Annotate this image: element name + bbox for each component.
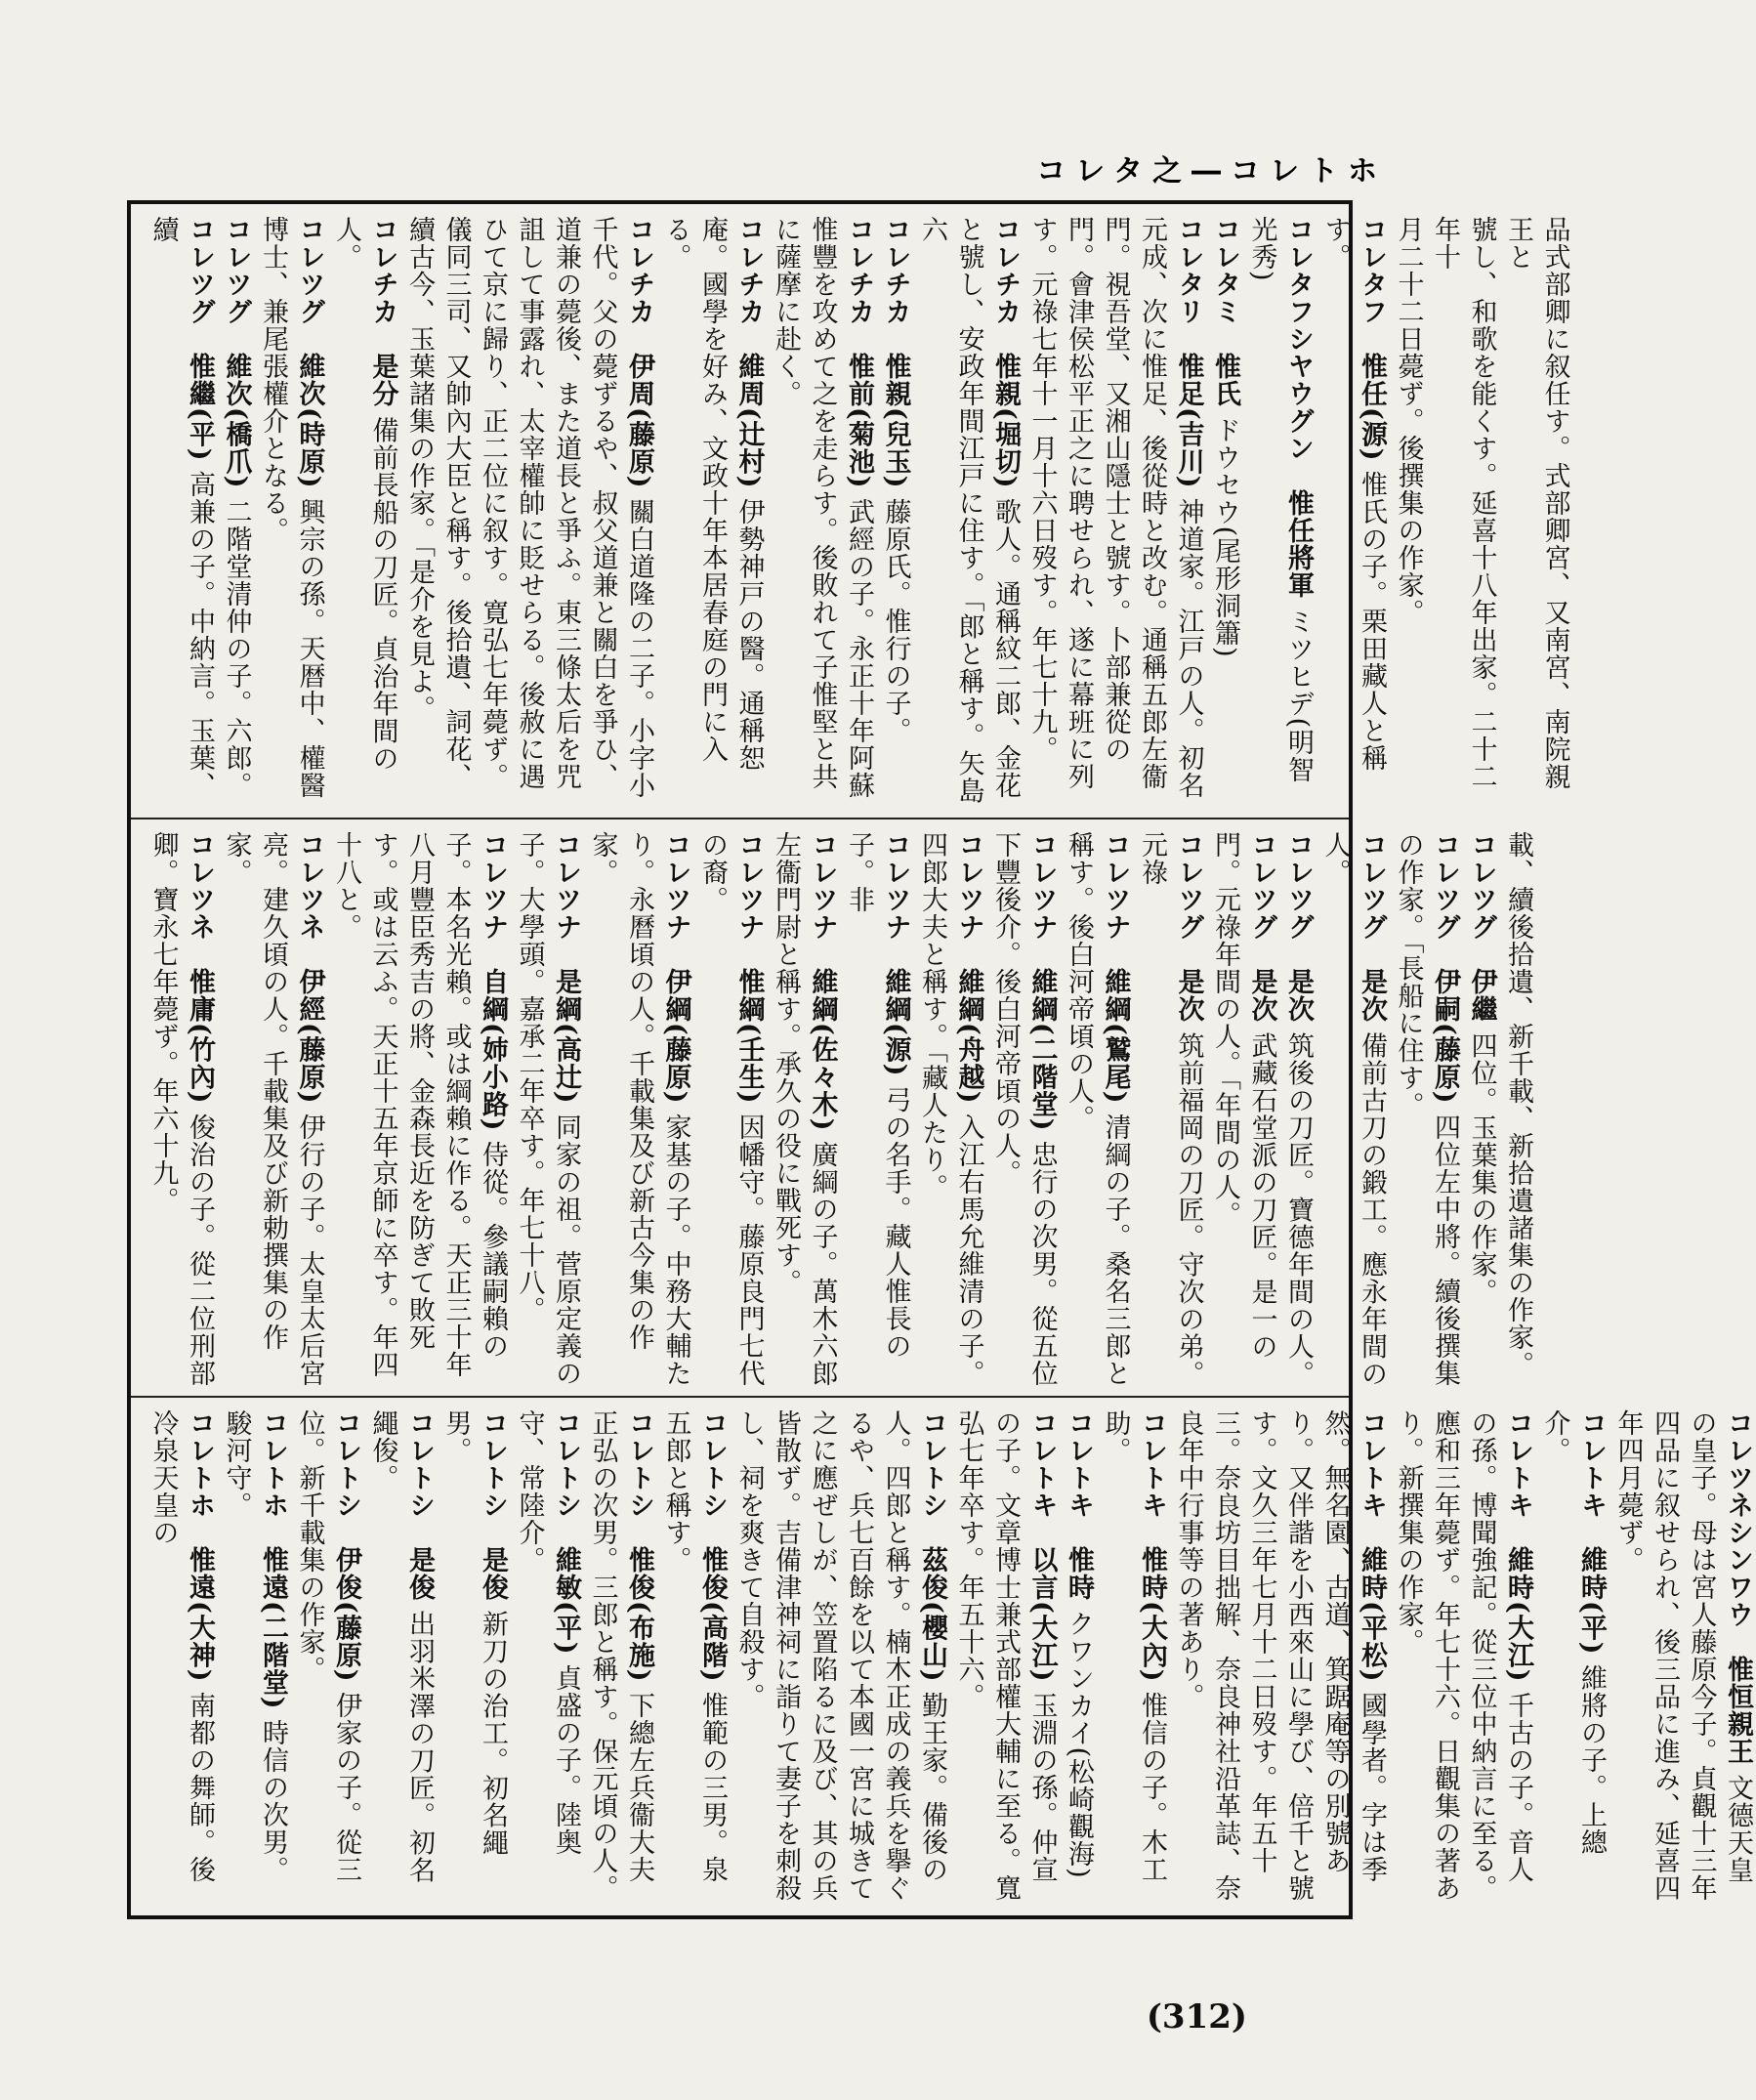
entry-name: 維綱(二階堂) — [1026, 968, 1058, 1132]
entry-description: 入江右馬允維清の子。四郎大夫と稱す。「藏人たり。 — [917, 831, 984, 1388]
entry-description: 俊治の子。從二位刑部卿。寶永七年薨ず。年六十九。 — [147, 831, 215, 1388]
entry-name: 惟綱(壬生) — [733, 968, 765, 1105]
entry-name: 維次(橋爪) — [221, 353, 252, 489]
entry-name: 是次 — [1357, 968, 1387, 1023]
entry-description: 伊行の子。太皇太后宮亮。建久頃の人。千載集及び新勅撰集の作家。 — [221, 831, 325, 1388]
entry-description: 品式部卿に叙任す。式部卿宮、又南宮、南院親王と — [1503, 216, 1570, 790]
running-head: コレタ之―コレトホ — [1036, 154, 1387, 189]
entry-name: 惟俊(布施) — [624, 1546, 654, 1683]
entry-description: 下總左兵衞大夫正弘の次男。三郎と稱す。保元頃の人。 — [587, 1409, 654, 1902]
entry-description: 歌人。通稱紋二郎、金花と號し、安政年間江戸に住す。「郎と稱す。矢島六 — [917, 216, 1021, 805]
dictionary-entry — [218, 831, 328, 1388]
entry-headword: コレトシ — [404, 1409, 435, 1519]
entry-description: 號し、和歌を能くす。延喜十八年出家。二十二年十 — [1430, 216, 1497, 790]
dictionary-entry — [364, 1409, 438, 1908]
entry-name: 維時(平) — [1576, 1546, 1607, 1656]
entry-name: 維次(時原) — [294, 353, 325, 489]
entry-description: 二階堂清仲の子。六郎。 — [221, 498, 252, 800]
entry-headword: コレチカ — [844, 216, 874, 325]
tier-bottom — [131, 1396, 1753, 1915]
entry-headword: コレツグ — [1246, 831, 1277, 941]
dictionary-entry — [1280, 831, 1317, 1388]
entry-description: 四位左中將。續後撰集の作家。「長船に住す。 — [1393, 831, 1460, 1388]
entry-headword: コレタリ — [1173, 216, 1204, 325]
dictionary-entry — [1061, 831, 1134, 1388]
entry-description: ミツヒデ(明智光秀) — [1246, 216, 1314, 784]
dictionary-entry — [1390, 1409, 1536, 1908]
dictionary-entry — [145, 216, 218, 810]
entry-name: 是次 — [1173, 968, 1204, 1023]
entry-headword: コレトキ — [1064, 1409, 1094, 1519]
dictionary-entry — [1390, 216, 1427, 810]
entry-name: 惟氏 — [1210, 353, 1240, 407]
entry-description: 伊勢神戸の醫。通稱恕庵。國學を好み、文政十年本居春庭の門に入る。 — [660, 216, 765, 773]
dictionary-entry — [1390, 831, 1463, 1388]
entry-name: 惟親(兒玉) — [880, 353, 911, 489]
entry-name: 惟任將軍 — [1283, 489, 1314, 599]
entry-name: 惟前(菊池) — [844, 353, 874, 489]
dictionary-entry — [218, 1409, 291, 1908]
dictionary-entry — [950, 1409, 1061, 1908]
entry-description: 惟範の三男。泉五郎と稱す。 — [660, 1409, 728, 1884]
entry-name: 伊繼 — [1466, 968, 1497, 1023]
dictionary-entry — [1024, 216, 1207, 810]
entry-description: 興宗の孫。天暦中、權醫博士、兼尾張權介となる。 — [258, 216, 325, 800]
dictionary-entry — [584, 1409, 657, 1908]
dictionary-entry — [1463, 831, 1500, 1388]
entry-description: 武藏石堂派の刀匠。是一の門。元祿年間の人。「年間の人。 — [1210, 831, 1277, 1361]
entry-name: 惟恒親王 — [1723, 1656, 1753, 1765]
entry-name: 維周(辻村) — [733, 353, 765, 489]
dictionary-entry — [1134, 831, 1207, 1388]
dictionary-entry — [987, 831, 1061, 1388]
dictionary-entry — [291, 1409, 364, 1908]
dictionary-entry — [1500, 831, 1537, 1388]
entry-headword: コレトシ — [697, 1409, 728, 1519]
entry-description: 出羽米澤の刀匠。初名繩俊。 — [367, 1409, 435, 1884]
dictionary-entry — [1317, 216, 1390, 810]
dictionary-entry — [914, 831, 987, 1388]
entry-headword: コレトシ — [917, 1409, 947, 1519]
entry-description: 弓の名手。藏人惟長の子。非 — [844, 831, 911, 1361]
entry-headword: コレトキ — [1503, 1409, 1533, 1519]
entry-name: 惟繼(平) — [185, 353, 215, 462]
dictionary-entry — [877, 216, 914, 810]
entry-headword: コレタフ — [1357, 216, 1387, 325]
dictionary-entry — [1170, 1409, 1390, 1908]
entry-description: 惟信の子。木工助。 — [1100, 1409, 1167, 1884]
entry-headword: コレツナ — [880, 831, 911, 941]
dictionary-entry — [1536, 1409, 1610, 1908]
dictionary-entry — [438, 1409, 511, 1908]
entry-headword: コレツグ — [1357, 831, 1387, 941]
entry-headword: コレトシ — [478, 1409, 508, 1519]
dictionary-entry — [401, 216, 658, 810]
entry-headword: コレツナ — [1026, 831, 1058, 941]
entry-headword: コレツナ — [1100, 831, 1131, 941]
entry-headword: コレチカ — [880, 216, 911, 325]
entry-description: 月二十二日薨ず。後撰集の作家。 — [1393, 216, 1424, 626]
dictionary-entry — [511, 831, 584, 1388]
entry-headword: コレツネ — [294, 831, 325, 941]
entry-headword: コレタミ — [1210, 216, 1240, 325]
entry-headword: コレトキ — [1026, 1409, 1058, 1519]
entry-description: 惟氏の子。栗田藏人と稱す。 — [1319, 216, 1387, 773]
entry-description: 侍從。參議嗣賴の子。本名光賴。或は綱賴に作る。天正三十年八月豐臣秀吉の將、金森長近を防ぎて敗死す。或は云ふ。天正十五年京師に卒す。年四十八と。 — [331, 831, 508, 1378]
entry-name: 是次 — [1246, 968, 1277, 1023]
entry-headword: コレトホ — [258, 1409, 288, 1519]
entry-name: 維綱(佐々木) — [807, 968, 838, 1132]
entry-name: 以言(大江) — [1026, 1546, 1058, 1683]
entry-description: 伊家の子。從三位。新千載集の作家。 — [294, 1409, 361, 1884]
entry-description: 神道家。江戸の人。初名元成、次に惟足、後從時と改む。通稱五郎左衞門。視吾堂、又湘山隱士と號す。卜部兼從の門。會津侯松平正之に聘せられ、遂に幕班に列す。元祿七年十一月十六日歿す。年七十九。 — [1026, 216, 1204, 800]
dictionary-entry — [768, 831, 841, 1388]
dictionary-entry — [584, 831, 694, 1388]
entry-headword: コレトキ — [1576, 1409, 1607, 1519]
tier-top-columns — [145, 216, 1573, 810]
entry-name: 伊俊(藤原) — [331, 1546, 361, 1683]
entry-name: 是次 — [1283, 968, 1314, 1023]
entry-headword: コレツネ — [185, 831, 215, 941]
entry-headword: コレツナ — [551, 831, 581, 941]
entry-description: 南都の舞師。後冷泉天皇の — [147, 1409, 215, 1884]
dictionary-entry — [145, 1409, 218, 1908]
entry-name: 維時(大江) — [1503, 1546, 1533, 1683]
entry-description: 勤王家。備後の人。四郎と稱す。楠木正成の義兵を擧ぐるや、兵七百餘を以て本國一宮に城きて之に應ぜしが、笠置陷るに及び、其の兵皆散ず。吉備津神祠に詣りて妻子を刺殺し、祠を爽きて自殺す。 — [733, 1409, 947, 1902]
entry-headword: コレトシ — [551, 1409, 581, 1519]
entry-headword: コレトキ — [1357, 1409, 1387, 1519]
dictionary-entry — [145, 831, 218, 1388]
dictionary-entry — [694, 831, 768, 1388]
entry-name: 是綱(高辻) — [551, 968, 581, 1105]
entry-headword: コレツグ — [1283, 831, 1314, 941]
entry-headword: コレツネシンワウ — [1723, 1409, 1753, 1628]
dictionary-entry — [255, 216, 328, 810]
tier-bottom-columns — [145, 1409, 1756, 1908]
dictionary-entry — [1061, 1409, 1098, 1908]
entry-description: 忠行の次男。從五位下豐後介。後白河帝頃の人。 — [990, 831, 1058, 1388]
entry-name: 維綱(源) — [880, 968, 911, 1077]
dictionary-entry — [1207, 831, 1280, 1388]
tier-top — [131, 204, 1570, 818]
entry-headword: コレタフシヤウグン — [1283, 216, 1314, 462]
entry-name: 是俊 — [478, 1546, 508, 1601]
entry-description: 新刀の治工。初名繩男。 — [440, 1409, 508, 1857]
entry-description: 貞盛の子。陸奥守、常陸介。 — [514, 1409, 581, 1857]
entry-headword: コレトシ — [331, 1409, 361, 1519]
dictionary-entry — [328, 216, 401, 810]
entry-description: 武經の子。永正十年阿蘇惟豐を攻めて之を走らす。後敗れて子惟堅と共に薩摩に赴く。 — [771, 216, 874, 800]
dictionary-entry — [328, 831, 512, 1388]
dictionary-entry — [657, 216, 768, 810]
entry-description: ドウセウ(尾形洞簫) — [1210, 416, 1240, 658]
dictionary-entry — [218, 216, 255, 810]
entry-name: 惟遠(大神) — [185, 1546, 215, 1683]
dictionary-entry — [511, 1409, 584, 1908]
entry-name: 惟時(大內) — [1137, 1546, 1167, 1683]
entry-description: 備前長船の刀匠。貞治年間の人。 — [331, 216, 398, 773]
entry-description: 高兼の子。中納言。玉葉、續 — [147, 216, 215, 800]
entry-name: 惟時 — [1064, 1546, 1094, 1601]
dictionary-entry — [731, 1409, 950, 1908]
entry-name: 茲俊(櫻山) — [917, 1546, 947, 1683]
entry-description: 家基の子。中務大輔たり。永曆頃の人。千載集及び新古今集の作家。 — [587, 831, 691, 1388]
entry-description: 維將の子。上總介。 — [1539, 1409, 1607, 1857]
entry-description: 同家の祖。菅原定義の子。大學頭。嘉承二年卒す。年七十八。 — [514, 831, 581, 1388]
entry-name: 維綱(舟越) — [953, 968, 984, 1105]
entry-headword: コレツグ — [1173, 831, 1204, 941]
entry-headword: コレチカ — [990, 216, 1021, 325]
entry-headword: コレツナ — [733, 831, 765, 941]
entry-description: 筑前福岡の刀匠。守次の弟。元祿 — [1137, 831, 1204, 1388]
entry-headword: コレチカ — [733, 216, 765, 325]
entry-name: 是俊 — [404, 1546, 435, 1601]
dictionary-entry — [768, 216, 878, 810]
dictionary-entry — [1610, 1409, 1756, 1908]
entry-description: 備前古刀の鍛工。應永年間の人。 — [1319, 831, 1387, 1388]
entry-name: 惟遠(二階堂) — [258, 1546, 288, 1710]
entry-headword: コレツグ — [294, 216, 325, 325]
entry-name: 惟俊(高階) — [697, 1546, 728, 1683]
entry-description: 藤原氏。惟行の子。 — [880, 498, 911, 745]
entry-description: 廣綱の子。萬木六郎左衞門尉と稱す。承久の役に戰死す。 — [771, 831, 838, 1388]
entry-description: 千古の子。音人の孫。博聞強記。從三位中納言に至る。應和三年薨ず。年七十六。日觀集の著あり。新撰集の作家。 — [1393, 1409, 1533, 1902]
dictionary-entry — [1317, 831, 1390, 1388]
entry-headword: コレツナ — [807, 831, 838, 941]
entry-description: 時信の次男。駿河守。 — [221, 1409, 288, 1884]
dictionary-entry — [1243, 216, 1317, 810]
entry-headword: コレツグ — [221, 216, 252, 325]
tier-middle — [131, 818, 1533, 1396]
entry-name: 惟親(堀切) — [990, 353, 1021, 489]
entry-name: 伊綱(藤原) — [660, 968, 691, 1105]
tier-middle-columns — [145, 831, 1536, 1388]
page-number: (312) — [1146, 1997, 1247, 2037]
entry-name: 是分 — [367, 353, 398, 407]
entry-headword: コレチカ — [367, 216, 398, 325]
dictionary-entry — [1207, 216, 1244, 810]
entry-name: 伊周(藤原) — [624, 353, 654, 489]
entry-headword: コレチカ — [624, 216, 654, 325]
dictionary-entry — [1427, 216, 1500, 810]
entry-description: 四位。玉葉集の作家。 — [1466, 1031, 1497, 1306]
dictionary-page-frame — [127, 200, 1753, 1919]
entry-description: 筑後の刀匠。寶德年間の人。 — [1283, 1031, 1314, 1388]
dictionary-entry — [1097, 1409, 1170, 1908]
entry-description: 國學者。字は季然。無名園、古道、箕踞庵等の別號あり。又伴諧を小西來山に學び、倍千と號す。文久三年七月十二日歿す。年五十三。奈良坊目拙解、奈良神社沿革誌、奈良年中行事等の著あり。 — [1173, 1409, 1387, 1902]
dictionary-entry — [914, 216, 1024, 810]
entry-name: 伊經(藤原) — [294, 968, 325, 1105]
entry-description: 關白道隆の二子。小字小千代。父の薨ずるや、叔父道兼と關白を爭ひ、道兼の薨後、また道長と爭ふ。東三條太后を咒詛して事露れ、太宰權帥に貶せらる。後赦に遇ひて京に歸り、正二位に叙す。寛弘七年薨ず。儀同三司、又帥內大臣と稱す。後拾遺、詞花、續古今、玉葉諸集の作家。「是介を見よ。 — [404, 216, 654, 800]
entry-headword: コレツグ — [1466, 831, 1497, 941]
entry-name: 伊嗣(藤原) — [1430, 968, 1460, 1105]
entry-name: 自綱(姉小路) — [478, 968, 508, 1132]
entry-name: 維時(平松) — [1357, 1546, 1387, 1683]
dictionary-entry — [1500, 216, 1573, 810]
entry-headword: コレトキ — [1137, 1409, 1167, 1519]
entry-headword: コレツナ — [953, 831, 984, 941]
entry-headword: コレツナ — [660, 831, 691, 941]
entry-headword: コレツグ — [185, 216, 215, 325]
entry-name: 維綱(鷲尾) — [1100, 968, 1131, 1105]
entry-description: クワンカイ(松崎觀海) — [1064, 1610, 1094, 1879]
entry-headword: コレツグ — [1430, 831, 1460, 941]
entry-headword: コレツナ — [478, 831, 508, 941]
dictionary-entry — [657, 1409, 731, 1908]
entry-description: 載、續後拾遺、新千載、新拾遺諸集の作家。 — [1503, 831, 1533, 1378]
entry-name: 惟庸(竹內) — [185, 968, 215, 1105]
entry-description: 玉淵の孫。仲宣の子。文章博士兼式部權大輔に至る。寬弘七年卒す。年五十六。 — [953, 1409, 1058, 1902]
entry-description: 因幡守。藤原良門七代の裔。 — [697, 831, 765, 1388]
entry-headword: コレトホ — [185, 1409, 215, 1519]
entry-description: 清綱の子。桑名三郎と稱す。後白河帝頃の人。 — [1064, 831, 1131, 1388]
dictionary-entry — [841, 831, 914, 1388]
entry-headword: コレトシ — [624, 1409, 654, 1519]
entry-description: 文德天皇の皇子。母は宮人藤原今子。貞觀十三年四品に叙せられ、後三品に進み、延喜四年四月薨ず。 — [1612, 1409, 1753, 1902]
entry-name: 惟任(源) — [1357, 353, 1387, 462]
entry-name: 惟足(吉川) — [1173, 353, 1204, 489]
entry-name: 維敏(平) — [551, 1546, 581, 1656]
